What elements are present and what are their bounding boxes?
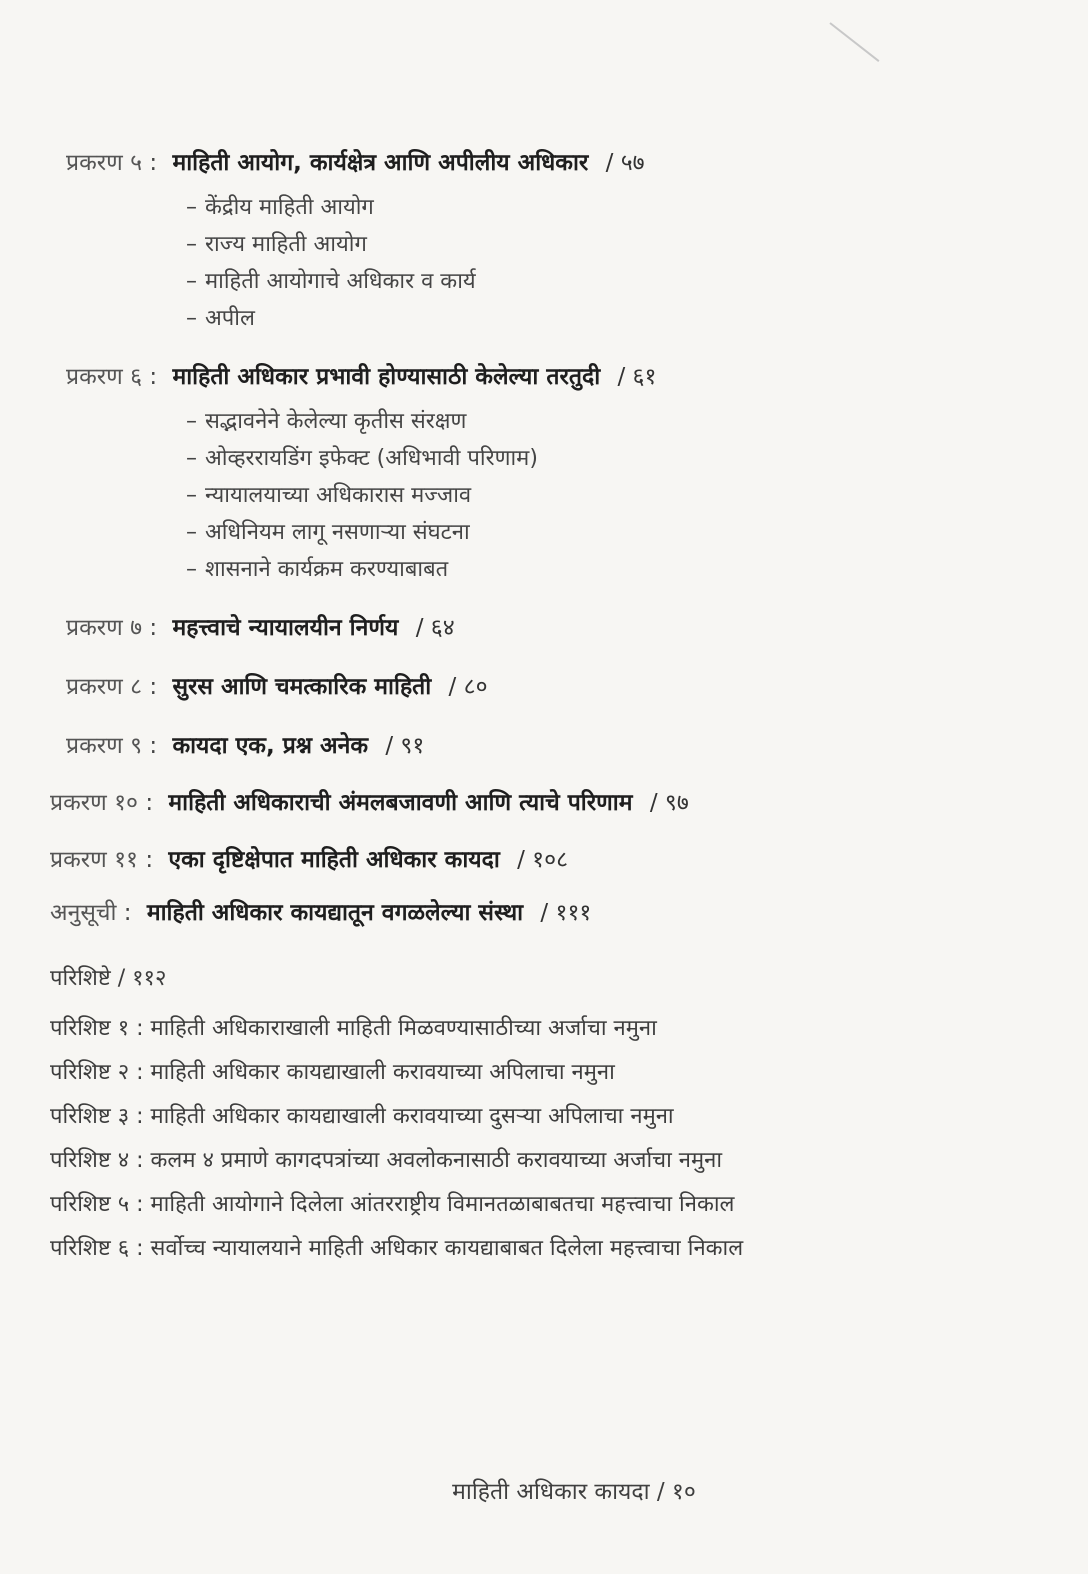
chapter-entry xyxy=(66,613,455,643)
appendix-item: परिशिष्ट ३ : माहिती अधिकार कायद्याखाली करावयाच्या दुसऱ्या अपिलाचा नमुना xyxy=(50,1104,674,1129)
sub-item-label: न्यायालयाच्या अधिकारास मज्जाव xyxy=(205,483,472,508)
dash: – xyxy=(186,306,197,331)
dash: – xyxy=(186,446,197,471)
sub-item-label: माहिती आयोगाचे अधिकार व कार्य xyxy=(205,269,476,294)
sub-item xyxy=(186,518,470,548)
dash: – xyxy=(186,195,197,220)
sub-item-label: ओव्हररायडिंग इफेक्ट (अधिभावी परिणाम) xyxy=(205,446,538,471)
page-number: / ६४ xyxy=(415,615,455,641)
sub-item xyxy=(186,407,466,437)
dash: – xyxy=(186,409,197,434)
separator: : xyxy=(123,900,132,926)
separator: : xyxy=(149,733,158,759)
appendix-item: परिशिष्ट ४ : कलम ४ प्रमाणे कागदपत्रांच्या अवलोकनासाठी करावयाच्या अर्जाचा नमुना xyxy=(50,1148,723,1173)
dash: – xyxy=(186,557,197,582)
dash: – xyxy=(186,483,197,508)
chapter-number: प्रकरण ८ xyxy=(66,674,143,700)
chapter-title: कायदा एक, प्रश्न अनेक xyxy=(172,733,369,759)
footer-text: माहिती अधिकार कायदा / १० xyxy=(452,1479,696,1505)
separator: : xyxy=(149,150,158,176)
appendix-item: परिशिष्ट ६ : सर्वोच्च न्यायालयाने माहिती अधिकार कायद्याबाबत दिलेला महत्त्वाचा निकाल xyxy=(50,1236,744,1261)
chapter-title: माहिती आयोग, कार्यक्षेत्र आणि अपीलीय अधिकार xyxy=(172,150,589,176)
chapter-entry xyxy=(50,845,568,875)
page-footer xyxy=(0,1474,1088,1506)
chapter-entry xyxy=(66,672,488,702)
sub-item-label: अधिनियम लागू नसणाऱ्या संघटना xyxy=(205,520,470,545)
sub-item-label: अपील xyxy=(205,306,255,331)
separator: : xyxy=(145,790,154,816)
separator: : xyxy=(149,615,158,641)
sub-item xyxy=(186,444,538,474)
chapter-title: महत्त्वाचे न्यायालयीन निर्णय xyxy=(172,615,399,641)
chapter-number: प्रकरण ५ xyxy=(66,150,143,176)
corner-mark xyxy=(829,22,879,62)
page-number: / ५७ xyxy=(605,150,645,176)
sub-item xyxy=(186,555,448,585)
separator: : xyxy=(149,364,158,390)
chapter-title: माहिती अधिकार प्रभावी होण्यासाठी केलेल्या तरतुदी xyxy=(172,364,601,390)
chapter-number: प्रकरण १० xyxy=(50,790,139,816)
separator: : xyxy=(145,847,154,873)
appendices-heading: परिशिष्टे / ११२ xyxy=(50,966,167,991)
dash: – xyxy=(186,269,197,294)
schedule-label: अनुसूची xyxy=(50,900,117,926)
page-number: / ८० xyxy=(448,674,488,700)
page-number: / १०८ xyxy=(517,847,569,873)
dash: – xyxy=(186,232,197,257)
chapter-entry xyxy=(66,362,656,392)
chapter-number: प्रकरण ११ xyxy=(50,847,139,873)
page-number: / ९७ xyxy=(649,790,689,816)
appendix-item: परिशिष्ट १ : माहिती अधिकाराखाली माहिती मिळवण्यासाठीच्या अर्जाचा नमुना xyxy=(50,1016,657,1041)
sub-item xyxy=(186,230,367,260)
chapter-entry xyxy=(66,148,645,178)
chapter-number: प्रकरण ७ xyxy=(66,615,143,641)
dash: – xyxy=(186,520,197,545)
sub-item xyxy=(186,193,374,223)
chapter-number: प्रकरण ९ xyxy=(66,733,143,759)
page-number: / ९१ xyxy=(385,733,425,759)
chapter-number: प्रकरण ६ xyxy=(66,364,143,390)
sub-item xyxy=(186,267,476,297)
sub-item-label: केंद्रीय माहिती आयोग xyxy=(205,195,374,220)
sub-item-label: राज्य माहिती आयोग xyxy=(205,232,367,257)
separator: : xyxy=(149,674,158,700)
appendix-item: परिशिष्ट २ : माहिती अधिकार कायद्याखाली करावयाच्या अपिलाचा नमुना xyxy=(50,1060,615,1085)
chapter-title: एका दृष्टिक्षेपात माहिती अधिकार कायदा xyxy=(168,847,500,873)
page-number: / १११ xyxy=(540,900,592,926)
chapter-title: माहिती अधिकाराची अंमलबजावणी आणि त्याचे परिणाम xyxy=(168,790,633,816)
schedule-entry xyxy=(50,898,591,928)
sub-item xyxy=(186,304,255,334)
sub-item xyxy=(186,481,471,511)
chapter-title: सुरस आणि चमत्कारिक माहिती xyxy=(172,674,432,700)
sub-item-label: सद्भावनेने केलेल्या कृतीस संरक्षण xyxy=(205,409,467,434)
page-number: / ६१ xyxy=(617,364,657,390)
schedule-title: माहिती अधिकार कायद्यातून वगळलेल्या संस्था xyxy=(146,900,524,926)
sub-item-label: शासनाने कार्यक्रम करण्याबाबत xyxy=(205,557,449,582)
appendix-item: परिशिष्ट ५ : माहिती आयोगाने दिलेला आंतरराष्ट्रीय विमानतळाबाबतचा महत्त्वाचा निकाल xyxy=(50,1192,735,1217)
chapter-entry xyxy=(50,788,689,818)
chapter-entry xyxy=(66,731,424,761)
